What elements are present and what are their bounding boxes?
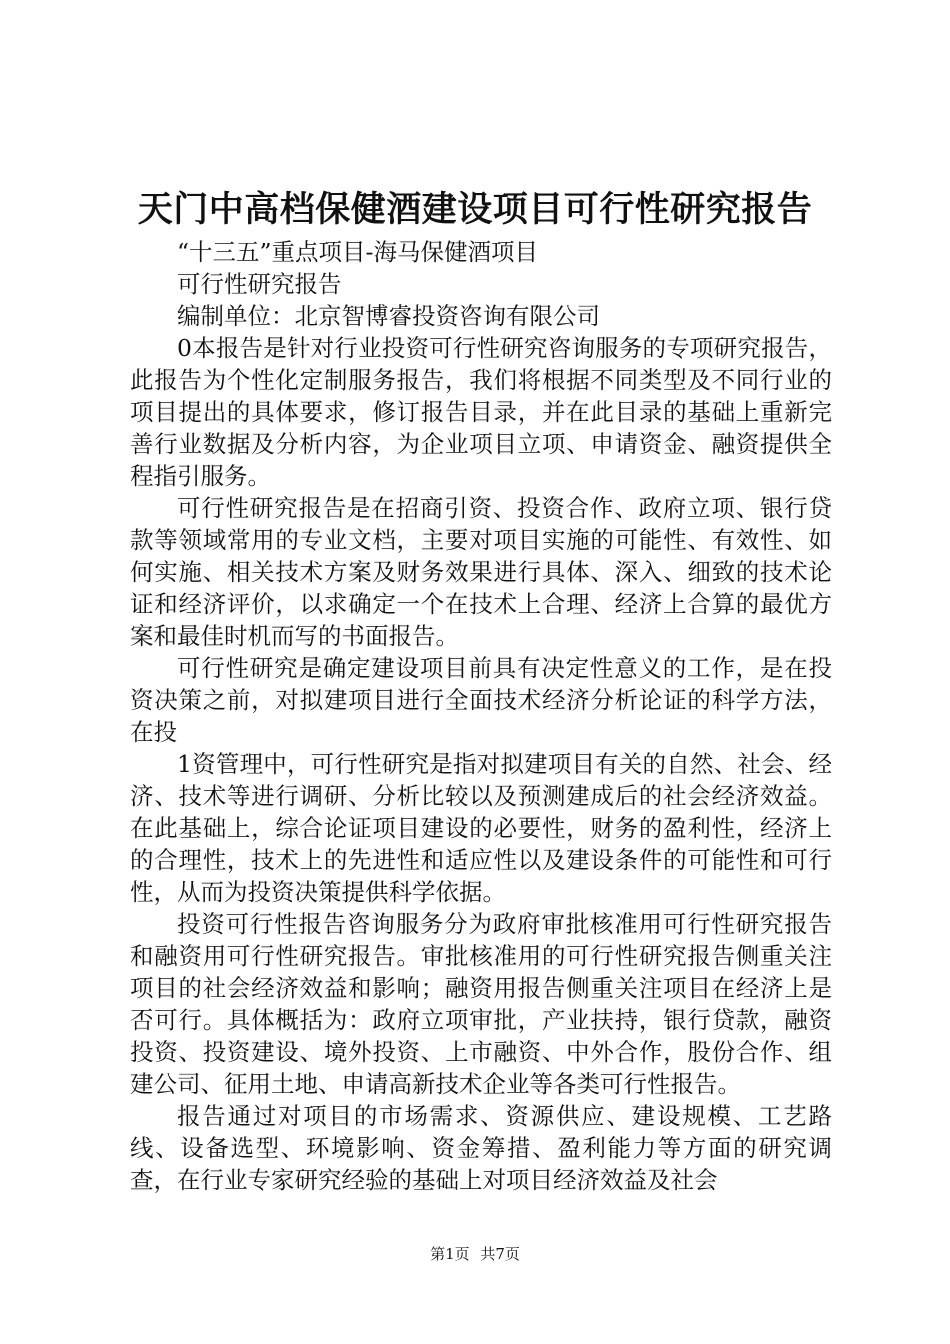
- author-line: 编制单位：北京智博睿投资咨询有限公司: [177, 302, 600, 330]
- page-total: 共7页: [480, 1245, 520, 1263]
- body-paragraph: 0本报告是针对行业投资可行性研究咨询服务的专项研究报告，此报告为个性化定制服务报告，我们将根据不同类型及不同行业的项目提出的具体要求，修订报告目录，并在此目录的基础上重新完善行业数据及分析内容，为企业项目立项、申请资金、融资提供全程指引服务。: [130, 334, 832, 490]
- document-title: 天门中高档保健酒建设项目可行性研究报告: [137, 189, 813, 230]
- page-footer: [0, 1244, 950, 1264]
- page-number: 第1页: [430, 1245, 470, 1263]
- subtitle-line: “十三五”重点项目-海马保健酒项目: [177, 238, 538, 266]
- body-paragraph: 报告通过对项目的市场需求、资源供应、建设规模、工艺路线、设备选型、环境影响、资金筹措、盈利能力等方面的研究调查，在行业专家研究经验的基础上对项目经济效益及社会: [130, 1102, 832, 1194]
- document-body: [130, 236, 832, 1196]
- body-paragraph: 1资管理中，可行性研究是指对拟建项目有关的自然、社会、经济、技术等进行调研、分析比较以及预测建成后的社会经济效益。在此基础上，综合论证项目建设的必要性，财务的盈利性，经济上的合理性，技术上的先进性和适应性以及建设条件的可能性和可行性，从而为投资决策提供科学依据。: [130, 750, 832, 906]
- subtitle-line: 可行性研究报告: [177, 270, 342, 298]
- body-paragraph: 可行性研究是确定建设项目前具有决定性意义的工作，是在投资决策之前，对拟建项目进行全面技术经济分析论证的科学方法，在投: [130, 654, 832, 746]
- body-paragraph: 可行性研究报告是在招商引资、投资合作、政府立项、银行贷款等领域常用的专业文档，主要对项目实施的可能性、有效性、如何实施、相关技术方案及财务效果进行具体、深入、细致的技术论证和经济评价，以求确定一个在技术上合理、经济上合算的最优方案和最佳时机而写的书面报告。: [130, 494, 832, 650]
- body-paragraph: 投资可行性报告咨询服务分为政府审批核准用可行性研究报告和融资用可行性研究报告。审批核准用的可行性研究报告侧重关注项目的社会经济效益和影响；融资用报告侧重关注项目在经济上是否可行。具体概括为：政府立项审批，产业扶持，银行贷款，融资投资、投资建设、境外投资、上市融资、中外合作，股份合作、组建公司、征用土地、申请高新技术企业等各类可行性报告。: [130, 910, 832, 1098]
